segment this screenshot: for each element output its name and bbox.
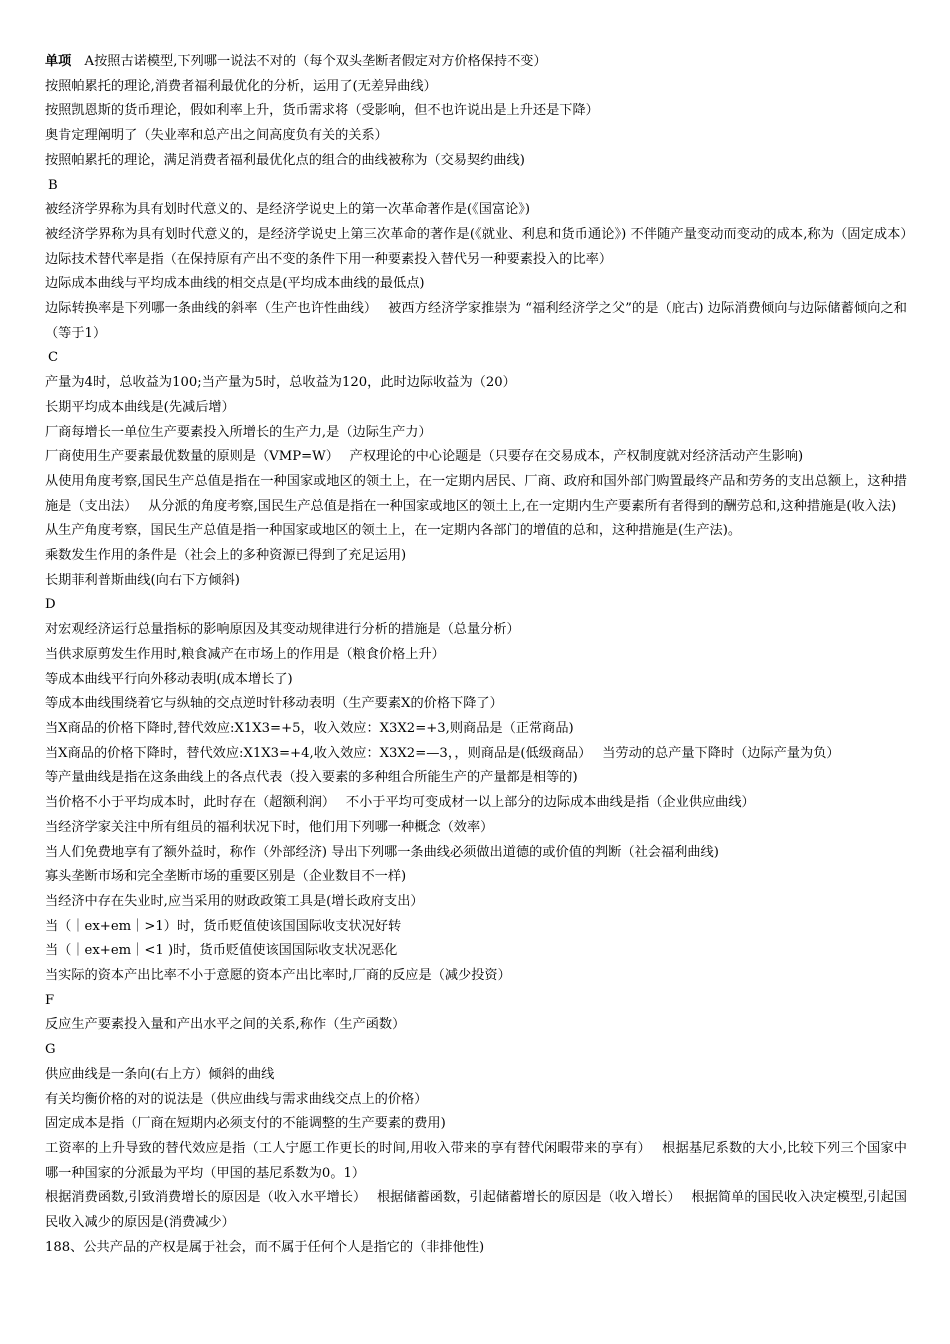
paragraph-31: 寡头垄断市场和完全垄断市场的重要区别是（企业数目不一样) — [45, 869, 407, 885]
paragraph-1 — [45, 50, 907, 75]
section-heading-b: B — [48, 177, 58, 193]
paragraph-23: 等成本曲线平行向外移动表明(成本增长了) — [45, 671, 293, 687]
paragraph-43: 根据消费函数,引致消费增长的原因是（收入水平增长） 根据储蓄函数，引起储蓄增长的原因是（收入增长） 根据简单的国民收入决定模型,引起国民收入减少的原因是(消费减少） — [45, 1190, 907, 1231]
paragraph-44: 188、公共产品的产权是属于社会，而不属于任何个人是指它的（非排他性) — [45, 1239, 485, 1255]
paragraph-33: 当（｜ex+em｜>1）时，货币贬值使该国国际收支状况好转 — [45, 918, 402, 934]
paragraph-16: 从使用角度考察,国民生产总值是指在一种国家或地区的领土上，在一定期内居民、厂商、政府和国外部门购置最终产品和劳务的支出总额上，这种措施是（支出法） 从分派的角度考察,国民生产总值是指在一种国家或地区的领土上,在一定期内生产要素所有者得到的酬劳总和,这种措施是(收入法) — [45, 473, 907, 514]
paragraph-37: 反应生产要素投入量和产出水平之间的关系,称作（生产函数） — [45, 1017, 406, 1033]
paragraph-24: 等成本曲线围绕着它与纵轴的交点逆时针移动表明（生产要素X的价格下降了） — [45, 696, 503, 712]
paragraph-35: 当实际的资本产出比率不小于意愿的资本产出比率时,厂商的反应是（减少投资） — [45, 968, 511, 984]
paragraph-8: 被经济学界称为具有划时代意义的，是经济学说史上第三次革命的著作是(《就业、利息和货币通论》) 不伴随产量变动而变动的成本,称为（固定成本） 边际技术替代率是指（在保持原有产出不变的条件下用一种要素投入替代另一种要素投入的比率） — [45, 226, 925, 267]
section-heading-g: G — [45, 1042, 56, 1058]
paragraph-29: 当经济学家关注中所有组员的福利状况下时，他们用下列哪一种概念（效率） — [45, 819, 494, 835]
paragraph-3: 按照凯恩斯的货币理论，假如利率上升，货币需求将（受影响，但不也许说出是上升还是下降） — [45, 103, 599, 119]
paragraph-42: 工资率的上升导致的替代效应是指（工人宁愿工作更长的时间,用收入带来的享有替代闲暇带来的享有） 根据基尼系数的大小,比较下列三个国家中哪一种国家的分派最为平均（甲国的基尼系数为0。1） — [45, 1140, 907, 1181]
paragraph-30: 当人们免费地享有了额外益时，称作（外部经济) 导出下列哪一条曲线必须做出道德的或价值的判断（社会福利曲线) — [45, 844, 719, 860]
paragraph-9: 边际成本曲线与平均成本曲线的相交点是(平均成本曲线的最低点) — [45, 276, 425, 292]
paragraph-14: 厂商每增长一单位生产要素投入所增长的生产力,是（边际生产力） — [45, 424, 432, 440]
paragraph-2: 按照帕累托的理论,消费者福利最优化的分析，运用了(无差异曲线） — [45, 78, 437, 94]
paragraph-32: 当经济中存在失业时,应当采用的财政政策工具是(增长政府支出） — [45, 893, 424, 909]
paragraph-40: 有关均衡价格的对的说法是（供应曲线与需求曲线交点上的价格） — [45, 1091, 428, 1107]
section-label-danxiang: 单项 — [45, 54, 72, 69]
paragraph-41: 固定成本是指（厂商在短期内必须支付的不能调整的生产要素的费用) — [45, 1116, 446, 1132]
paragraph-28: 当价格不小于平均成本时，此时存在（超额利润） 不小于平均可变成材一以上部分的边际成本曲线是指（企业供应曲线） — [45, 795, 755, 811]
paragraph-25: 当X商品的价格下降时,替代效应:X1X3=+5，收入效应：X3X2=+3,则商品是（正常商品) — [45, 720, 574, 736]
paragraph-21: 对宏观经济运行总量指标的影响原因及其变动规律进行分析的措施是（总量分析） — [45, 622, 520, 638]
paragraph-22: 当供求原剪发生作用时,粮食减产在市场上的作用是（粮食价格上升） — [45, 646, 445, 662]
paragraph-7: 被经济学界称为具有划时代意义的、是经济学说史上的第一次革命著作是(《国富论》) — [45, 202, 531, 218]
paragraph-34: 当（｜ex+em｜<1 )时，货币贬值使该国国际收支状况恶化 — [45, 943, 398, 959]
paragraph-26: 当X商品的价格下降时，替代效应:X1X3=+4,收入效应：X3X2=—3，，则商品是(低级商品） 当劳动的总产量下降时（边际产量为负） — [45, 745, 840, 761]
section-heading-d: D — [45, 597, 56, 613]
section-heading-c: C — [48, 350, 59, 366]
paragraph-19: 长期菲利普斯曲线(向右下方倾斜) — [45, 572, 240, 588]
paragraph-4: 奥肯定理阐明了（失业率和总产出之间高度负有关的关系） — [45, 128, 388, 144]
paragraph-17: 从生产角度考察，国民生产总值是指一种国家或地区的领土上，在一定期内各部门的增值的总和，这种措施是(生产法)。 — [45, 523, 742, 539]
paragraph-5: 按照帕累托的理论，满足消费者福利最优化点的组合的曲线被称为（交易契约曲线) — [45, 152, 525, 168]
paragraph-18: 乘数发生作用的条件是（社会上的多种资源已得到了充足运用) — [45, 548, 407, 564]
document-page — [45, 50, 925, 1260]
paragraph-1-text: A按照古诺模型,下列哪一说法不对的（每个双头垄断者假定对方价格保持不变） — [71, 54, 547, 69]
paragraph-27: 等产量曲线是指在这条曲线上的各点代表（投入要素的多种组合所能生产的产量都是相等的) — [45, 770, 578, 786]
paragraph-10: 边际转换率是下列哪一条曲线的斜率（生产也许性曲线） 被西方经济学家推崇为 “福利经济学之父”的是（庇古) 边际消费倾向与边际储蓄倾向之和（等于1） — [45, 301, 907, 341]
paragraph-15: 厂商使用生产要素最优数量的原则是（VMP=W） 产权理论的中心论题是（只要存在交易成本，产权制度就对经济活动产生影响) — [45, 449, 804, 465]
paragraph-13: 长期平均成本曲线是(先减后增） — [45, 399, 235, 415]
section-heading-f: F — [45, 992, 55, 1008]
paragraph-39: 供应曲线是一条向(右上方）倾斜的曲线 — [45, 1066, 275, 1082]
paragraph-12: 产量为4时，总收益为100;当产量为5时，总收益为120，此时边际收益为（20） — [45, 375, 516, 391]
